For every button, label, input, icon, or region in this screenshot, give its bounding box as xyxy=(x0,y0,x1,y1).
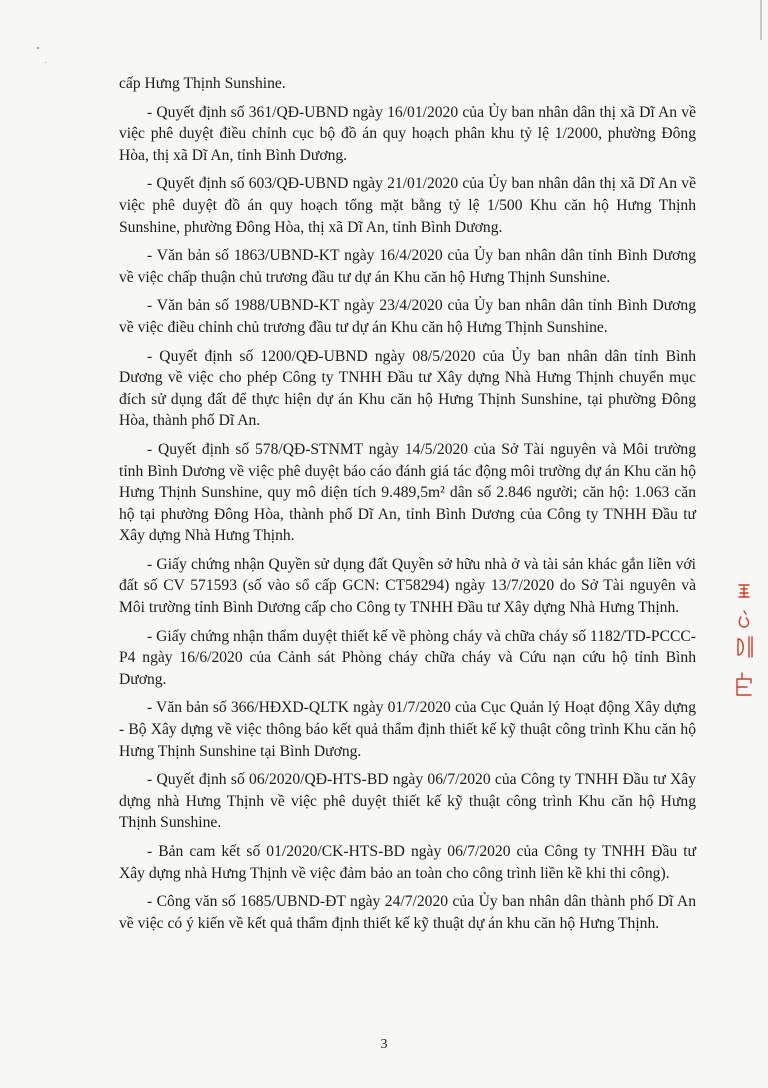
list-item: - Bản cam kết số 01/2020/CK-HTS-BD ngày 06/7/2020 của Công ty TNHH Đầu tư Xây dựng nhà Hưng Thịnh về việc đảm bảo an toàn cho công trình liền kề khi thi công). xyxy=(119,843,696,882)
list-item: - Quyết định số 06/2020/QĐ-HTS-BD ngày 06/7/2020 của Công ty TNHH Đầu tư Xây dựng nhà Hưng Thịnh về việc phê duyệt thiết kế kỹ thuật công trình Khu căn hộ Hưng Thịnh Sunshine. xyxy=(119,771,696,832)
list-item: - Quyết định số 1200/QĐ-UBND ngày 08/5/2020 của Ủy ban nhân dân tỉnh Bình Dương về việc cho phép Công ty TNHH Đầu tư Xây dựng Nhà Hưng Thịnh chuyển mục đích sử dụng đất để thực hiện dự án Khu căn hộ Hưng Thịnh Sunshine, tại phường Đông Hòa, thành phố Dĩ An. xyxy=(119,347,696,430)
list-item: - Văn bản số 366/HĐXD-QLTK ngày 01/7/2020 của Cục Quản lý Hoạt động Xây dựng - Bộ Xây dựng về việc thông báo kết quả thẩm định thiết kế kỹ thuật công trình Khu căn hộ Hưng Thịnh Sunshine tại Bình Dương. xyxy=(119,699,696,760)
list-item: - Quyết định số 578/QĐ-STNMT ngày 14/5/2020 của Sở Tài nguyên và Môi trường tỉnh Bình Dương về việc phê duyệt báo cáo đánh giá tác động môi trường dự án Khu căn hộ Hưng Thịnh Sunshine, quy mô diện tích 9.489,5m² dân số 2.846 người; căn hộ: 1.063 căn hộ tại phường Đông Hòa, thành phố Dĩ An, tỉnh Bình Dương của Công ty TNHH Đầu tư Xây dựng Nhà Hưng Thịnh. xyxy=(119,440,696,545)
list-item: - Văn bản số 1863/UBND-KT ngày 16/4/2020 của Ủy ban nhân dân tỉnh Bình Dương về việc chấp thuận chủ trương đầu tư dự án Khu căn hộ Hưng Thịnh Sunshine. xyxy=(119,247,696,286)
scan-speck xyxy=(45,62,46,63)
lead-line: cấp Hưng Thịnh Sunshine. xyxy=(119,75,286,92)
list-item: - Công văn số 1685/UBND-ĐT ngày 24/7/2020 của Ủy ban nhân dân thành phố Dĩ An về việc có ý kiến về kết quả thẩm định thiết kế kỹ thuật dự án khu căn hộ Hưng Thịnh. xyxy=(119,893,696,932)
list-item: - Văn bản số 1988/UBND-KT ngày 23/4/2020 của Ủy ban nhân dân tỉnh Bình Dương về việc điều chỉnh chủ trương đầu tư dự án Khu căn hộ Hưng Thịnh Sunshine. xyxy=(119,297,696,336)
red-seal-fragment-icon xyxy=(733,583,755,709)
list-item: - Giấy chứng nhận thẩm duyệt thiết kế về phòng cháy và chữa cháy số 1182/TD-PCCC-P4 ngày 16/6/2020 của Cảnh sát Phòng cháy chữa cháy và Cứu nạn cứu hộ tỉnh Bình Dương. xyxy=(119,627,696,688)
scan-edge-mark xyxy=(760,0,762,40)
page-number: 3 xyxy=(380,1037,388,1052)
list-item: - Quyết định số 603/QĐ-UBND ngày 21/01/2020 của Ủy ban nhân dân thị xã Dĩ An về việc phê duyệt đồ án quy hoạch tổng mặt bằng tỷ lệ 1/500 Khu căn hộ Hưng Thịnh Sunshine, phường Đông Hòa, thị xã Dĩ An, tỉnh Bình Dương. xyxy=(119,175,696,236)
document-body xyxy=(119,73,696,941)
list-item: - Quyết định số 361/QĐ-UBND ngày 16/01/2020 của Ủy ban nhân dân thị xã Dĩ An về việc phê duyệt điều chỉnh cục bộ đồ án quy hoạch phân khu tỷ lệ 1/2000, phường Đông Hòa, thị xã Dĩ An, tỉnh Bình Dương. xyxy=(119,103,696,164)
list-item: - Giấy chứng nhận Quyền sử dụng đất Quyền sở hữu nhà ở và tài sản khác gắn liền với đất số CV 571593 (số vào sổ cấp GCN: CT58294) ngày 13/7/2020 do Sở Tài nguyên và Môi trường tỉnh Bình Dương cấp cho Công ty TNHH Đầu tư Xây dựng Nhà Hưng Thịnh. xyxy=(119,555,696,617)
scan-speck xyxy=(37,47,39,49)
